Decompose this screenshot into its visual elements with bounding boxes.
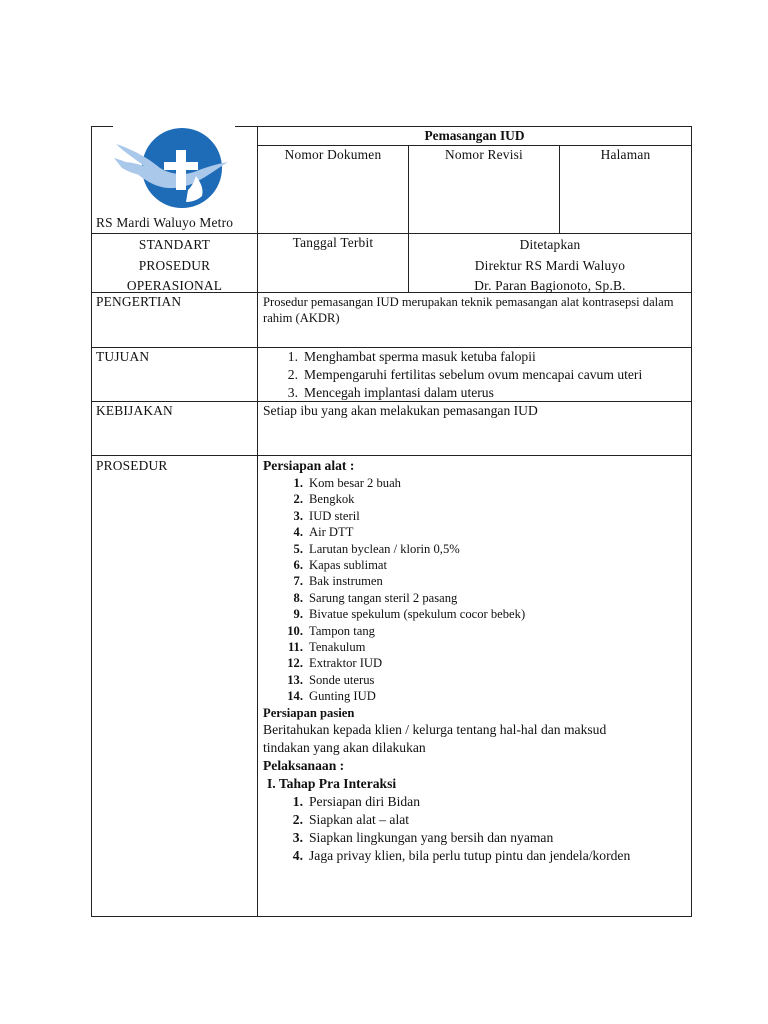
list-item: 9. Bivatue spekulum (spekulum cocor bebek)	[293, 607, 526, 622]
direktur-name: Dr. Paran Bagionoto, Sp.B.	[474, 278, 626, 293]
sop-line-1: STANDART	[138, 237, 211, 252]
persiapan-alat-heading: Persiapan alat :	[263, 458, 355, 473]
list-item: 3. Siapkan lingkungan yang bersih dan nyaman	[292, 830, 554, 846]
tanggal-terbit-label: Tanggal Terbit	[292, 235, 374, 250]
ditetapkan-text: Ditetapkan	[519, 237, 581, 252]
list-item: 8. Sarung tangan steril 2 pasang	[293, 590, 458, 605]
ditetapkan-block	[409, 235, 691, 297]
nomor-revisi-label: Nomor Revisi	[445, 147, 523, 162]
prosedur-label: PROSEDUR	[96, 458, 168, 473]
list-item: 11. Tenakulum	[287, 640, 366, 655]
persiapan-pasien-heading: Persiapan pasien	[263, 705, 355, 720]
hospital-logo	[112, 128, 238, 210]
pelaksanaan-heading: Pelaksanaan :	[263, 758, 345, 774]
list-item: 5. Larutan byclean / klorin 0,5%	[293, 541, 460, 556]
pengertian-label: PENGERTIAN	[96, 294, 182, 309]
tahap-pra-interaksi-heading: I. Tahap Pra Interaksi	[267, 776, 397, 792]
persiapan-pasien-text-2: tindakan yang akan dilakukan	[263, 740, 426, 756]
tujuan-label: TUJUAN	[96, 349, 150, 364]
sop-label	[92, 235, 257, 297]
logo-caption: RS Mardi Waluyo Metro	[96, 215, 234, 230]
list-item: 4. Jaga privay klien, bila perlu tutup pintu dan jendela/korden	[292, 848, 631, 864]
dove-cross-logo-icon	[112, 128, 238, 210]
tujuan-list	[276, 348, 688, 402]
list-item: 1. Kom besar 2 buah	[293, 476, 401, 490]
list-item: 3. Mencegah implantasi dalam uterus	[287, 385, 494, 400]
list-item: 1. Menghambat sperma masuk ketuba falopii	[287, 349, 536, 364]
prosedur-content	[263, 457, 689, 865]
alat-list	[281, 475, 689, 705]
kebijakan-text: Setiap ibu yang akan melakukan pemasangan IUD	[263, 403, 538, 418]
tahap-list	[281, 793, 689, 865]
sop-line-3: OPERASIONAL	[126, 278, 223, 293]
list-item: 2. Bengkok	[293, 492, 355, 507]
sop-line-2: PROSEDUR	[138, 257, 211, 273]
list-item: 10. Tampon tang	[287, 623, 375, 638]
document-title: Pemasangan IUD	[424, 128, 525, 143]
list-item: 1. Persiapan diri Bidan	[292, 794, 420, 810]
list-item: 7. Bak instrumen	[293, 574, 383, 589]
pengertian-text: Prosedur pemasangan IUD merupakan teknik pemasangan alat kontrasepsi dalam rahim (AKDR)	[263, 295, 674, 326]
nomor-dokumen-label: Nomor Dokumen	[284, 147, 382, 162]
list-item: 14. Gunting IUD	[287, 689, 376, 704]
list-item: 12. Extraktor IUD	[287, 656, 383, 671]
direktur-text: Direktur RS Mardi Waluyo	[474, 257, 626, 273]
list-item: 2. Mempengaruhi fertilitas sebelum ovum mencapai cavum uteri	[287, 367, 643, 382]
list-item: 4. Air DTT	[293, 525, 354, 540]
list-item: 3. IUD steril	[293, 508, 360, 523]
kebijakan-label: KEBIJAKAN	[96, 403, 173, 418]
persiapan-pasien-text-1: Beritahukan kepada klien / kelurga tentang hal-hal dan maksud	[263, 722, 607, 738]
list-item: 13. Sonde uterus	[287, 672, 375, 687]
list-item: 6. Kapas sublimat	[293, 558, 387, 573]
halaman-label: Halaman	[600, 147, 651, 162]
list-item: 2. Siapkan alat – alat	[292, 812, 410, 828]
